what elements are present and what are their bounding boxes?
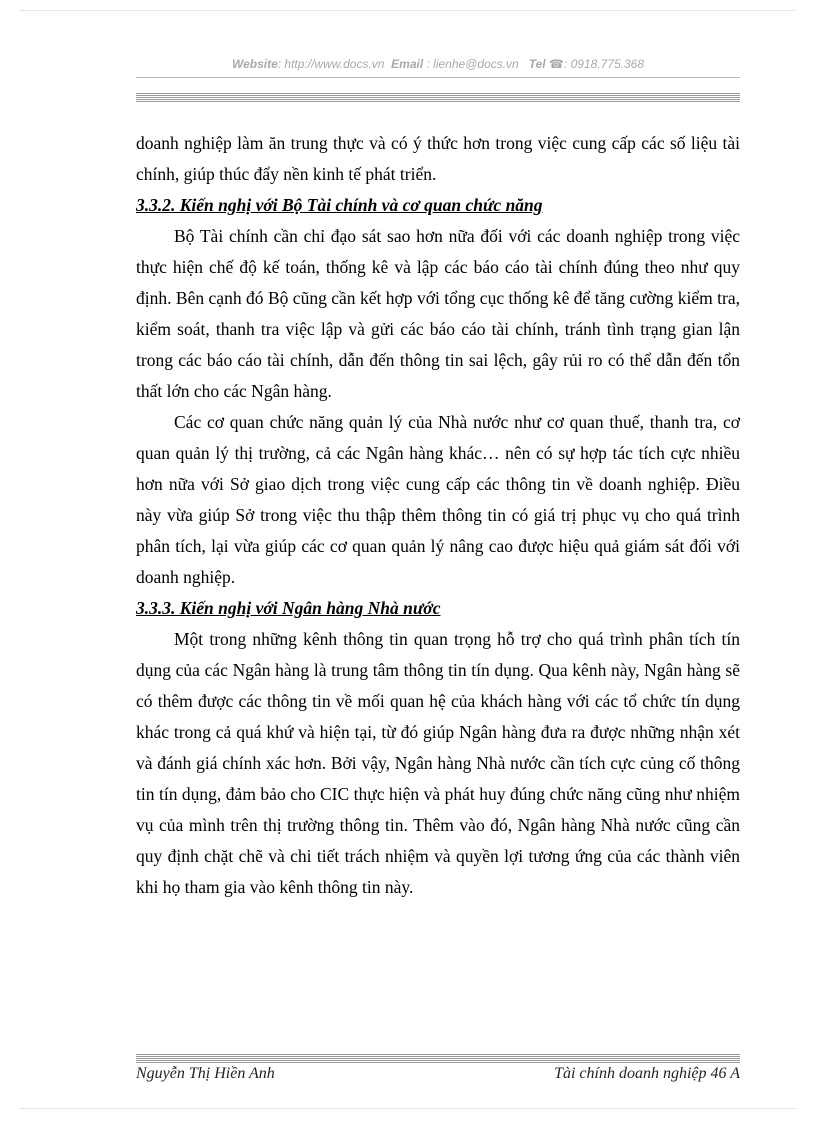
page-body <box>136 128 740 903</box>
page-edge-bottom <box>20 1108 796 1109</box>
tel-value: : 0918.775.368 <box>563 57 645 71</box>
footer-rule-band <box>136 1054 740 1063</box>
email-label: Email <box>391 57 424 71</box>
header-rule-band <box>136 93 740 102</box>
paragraph-state-agencies: Các cơ quan chức năng quản lý của Nhà nước như cơ quan thuế, thanh tra, cơ quan quản lý thị trường, cả các Ngân hàng khác… nên có sự hợp tác tích cực nhiều hơn nữa với Sở giao dịch trong việc cung cấp các thông tin về doanh nghiệp. Điều này vừa giúp Sở trong việc thu thập thêm thông tin có giá trị phục vụ cho quá trình phân tích, lại vừa giúp các cơ quan quản lý nâng cao được hiệu quả giám sát đối với doanh nghiệp. <box>136 412 740 587</box>
website-value: : http://www.docs.vn <box>277 57 385 71</box>
footer-class: Tài chính doanh nghiệp 46 A <box>554 1065 740 1082</box>
email-value: : lienhe@docs.vn <box>426 57 519 71</box>
page-edge-top <box>20 10 796 11</box>
page-footer <box>136 1065 740 1089</box>
website-label: Website <box>231 57 278 71</box>
paragraph-ministry-of-finance: Bộ Tài chính cần chỉ đạo sát sao hơn nữa đối với các doanh nghiệp trong việc thực hiện chế độ kế toán, thống kê và lập các báo cáo tài chính đúng theo như quy định. Bên cạnh đó Bộ cũng cần kết hợp với tổng cục thống kê để tăng cường kiểm tra, kiểm soát, thanh tra việc lập và gửi các báo cáo tài chính, tránh tình trạng gian lận trong các báo cáo tài chính, dẫn đến thông tin sai lệch, gây rủi ro có thể dẫn đến tổn thất lớn cho các Ngân hàng. <box>136 226 740 401</box>
header-rule-thin <box>136 77 740 78</box>
page-header <box>136 57 740 71</box>
footer-author: Nguyễn Thị Hiền Anh <box>136 1065 275 1082</box>
tel-label: Tel <box>528 57 546 71</box>
heading-3-3-2: 3.3.2. Kiến nghị với Bộ Tài chính và cơ quan chức năng <box>136 195 543 215</box>
paragraph-intro: doanh nghiệp làm ăn trung thực và có ý thức hơn trong việc cung cấp các số liệu tài chính, giúp thúc đẩy nền kinh tế phát triển. <box>136 133 740 184</box>
paragraph-state-bank: Một trong những kênh thông tin quan trọng hỗ trợ cho quá trình phân tích tín dụng của các Ngân hàng là trung tâm thông tin tín dụng. Qua kênh này, Ngân hàng sẽ có thêm được các thông tin về mối quan hệ của khách hàng với các tổ chức tín dụng khác trong cả quá khứ và hiện tại, từ đó giúp Ngân hàng đưa ra được những nhận xét và đánh giá chính xác hơn. Bởi vậy, Ngân hàng Nhà nước cần tích cực củng cố thông tin tín dụng, đảm bảo cho CIC thực hiện và phát huy đúng chức năng cũng như nhiệm vụ của mình trên thị trường thông tin. Thêm vào đó, Ngân hàng Nhà nước cũng cần quy định chặt chẽ và chi tiết trách nhiệm và quyền lợi tương ứng của các thành viên khi họ tham gia vào kênh thông tin này. <box>136 629 740 897</box>
heading-3-3-3: 3.3.3. Kiến nghị với Ngân hàng Nhà nước <box>136 598 441 618</box>
phone-icon: ☎ <box>549 57 564 71</box>
